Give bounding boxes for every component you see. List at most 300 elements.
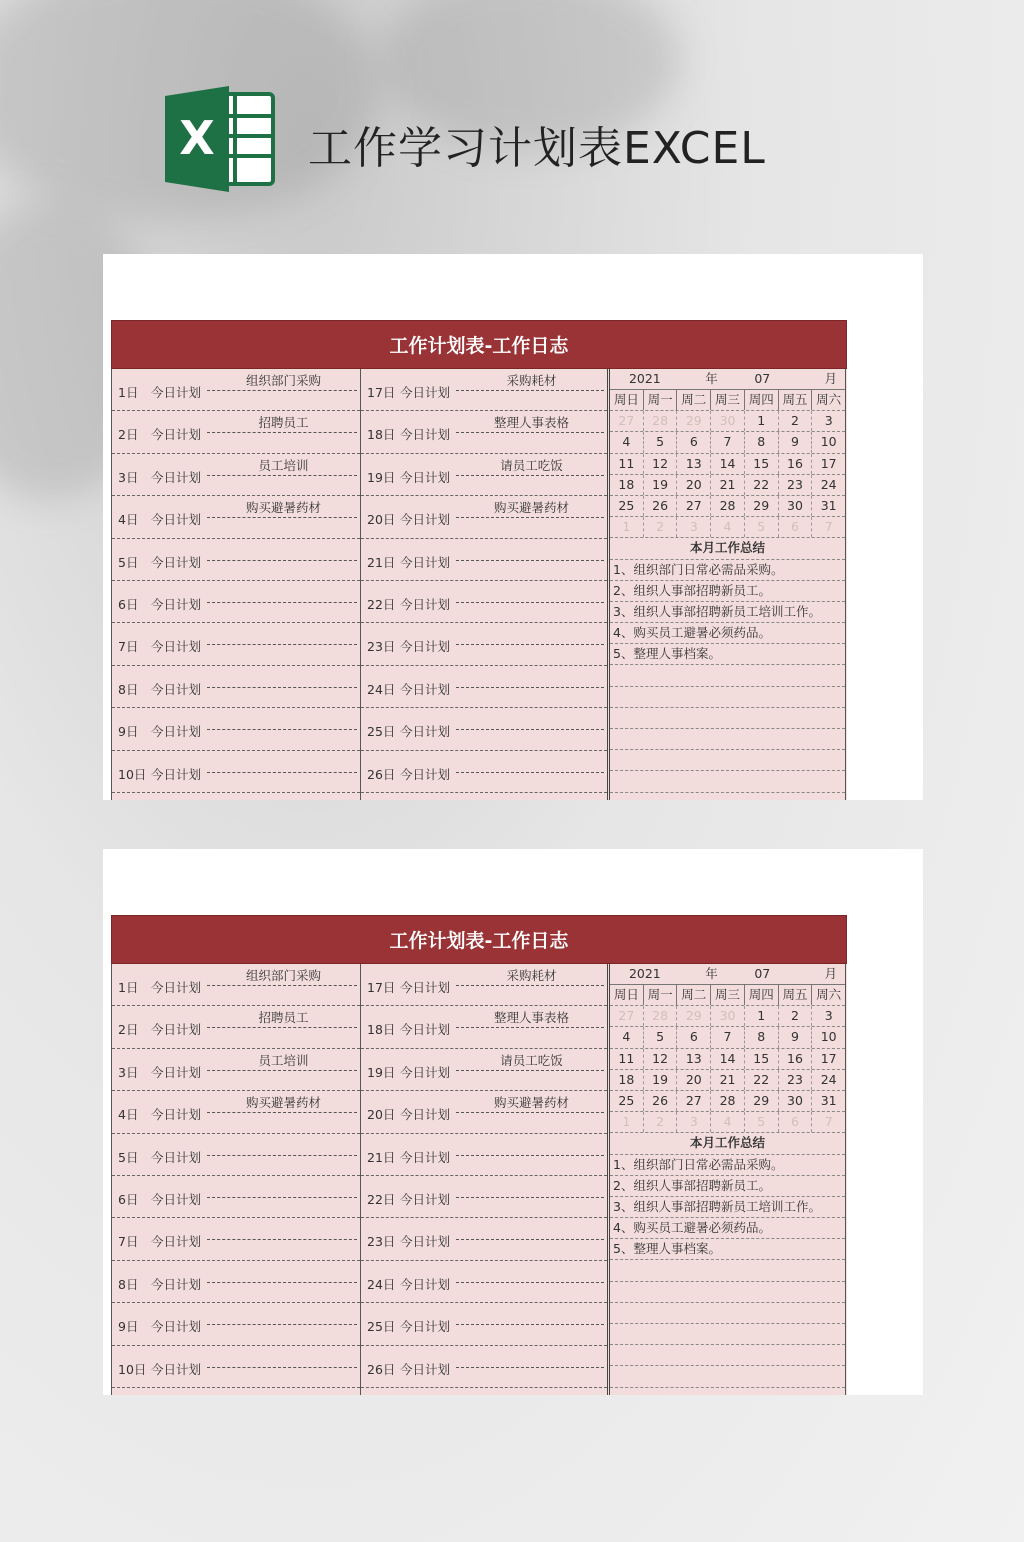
calendar-day[interactable]: 30 <box>711 411 745 431</box>
calendar-day[interactable]: 1 <box>745 411 779 431</box>
summary-list <box>610 1155 845 1388</box>
plan-label: 今日计划 <box>151 469 202 485</box>
summary-item <box>610 708 845 729</box>
plan-column-left <box>112 369 361 800</box>
calendar-day[interactable]: 3 <box>824 413 833 429</box>
calendar-week-row <box>610 1112 845 1133</box>
calendar-day[interactable]: 12 <box>644 454 678 474</box>
calendar-week-row <box>610 517 845 538</box>
page-title: 工作学习计划表EXCEL <box>308 123 766 174</box>
work-plan-sheet <box>111 320 847 800</box>
plan-row <box>361 1176 607 1218</box>
calendar-day[interactable]: 19 <box>644 1070 678 1090</box>
plan-label: 今日计划 <box>151 596 202 612</box>
calendar-day[interactable]: 6 <box>677 1027 711 1047</box>
plan-line <box>207 432 357 433</box>
summary-title: 本月工作总结 <box>610 538 845 559</box>
calendar-day[interactable]: 6 <box>779 1112 813 1132</box>
calendar-day[interactable]: 11 <box>610 1049 644 1069</box>
calendar-month-label: 月 <box>824 371 837 386</box>
calendar-weekday: 周六 <box>816 987 842 1002</box>
calendar-day[interactable]: 15 <box>745 1049 779 1069</box>
plan-line <box>207 602 357 603</box>
calendar-day[interactable]: 28 <box>644 411 678 431</box>
plan-row <box>112 1218 360 1260</box>
plan-day: 23日 <box>367 1234 396 1250</box>
plan-line <box>207 517 357 518</box>
plan-day: 4日 <box>118 512 139 528</box>
plan-row <box>361 1346 607 1388</box>
plan-label: 今日计划 <box>400 766 451 782</box>
calendar-day[interactable]: 10 <box>820 434 837 450</box>
calendar-day[interactable]: 14 <box>711 454 745 474</box>
plan-task[interactable]: 招聘员工 <box>258 415 309 431</box>
calendar-day[interactable]: 28 <box>644 1006 678 1026</box>
calendar-weekday-row <box>610 390 845 411</box>
calendar-day[interactable]: 29 <box>745 1091 779 1111</box>
plan-day: 25日 <box>367 724 396 740</box>
plan-day: 19日 <box>367 1064 396 1080</box>
calendar-day[interactable]: 20 <box>677 475 711 495</box>
plan-day: 9日 <box>118 1319 139 1335</box>
plan-day: 8日 <box>118 1276 139 1292</box>
calendar-day[interactable]: 14 <box>711 1049 745 1069</box>
calendar-day[interactable]: 28 <box>711 496 745 516</box>
summary-item: 3、组织人事部招聘新员工培训工作。 <box>610 602 845 623</box>
plan-day: 3日 <box>118 469 139 485</box>
calendar-week-row <box>610 1006 845 1027</box>
plan-line <box>456 475 604 476</box>
plan-task[interactable]: 员工培训 <box>258 457 309 473</box>
calendar-day[interactable]: 18 <box>610 1070 644 1090</box>
plan-day: 8日 <box>118 681 139 697</box>
plan-day: 26日 <box>367 766 396 782</box>
plan-line <box>456 985 604 986</box>
plan-day: 17日 <box>367 385 396 400</box>
plan-line <box>456 1070 604 1071</box>
calendar-day[interactable]: 7 <box>711 1027 745 1047</box>
calendar-day[interactable]: 20 <box>677 1070 711 1090</box>
calendar-day[interactable]: 10 <box>820 1029 837 1045</box>
plan-row <box>112 666 360 708</box>
summary-item: 3、组织人事部招聘新员工培训工作。 <box>610 1197 845 1218</box>
work-plan-sheet <box>111 915 847 1395</box>
plan-label: 今日计划 <box>400 639 451 655</box>
plan-row <box>112 411 360 453</box>
calendar-day[interactable]: 27 <box>677 496 711 516</box>
calendar-weekday: 周三 <box>711 985 745 1005</box>
calendar-day[interactable]: 30 <box>779 1091 813 1111</box>
plan-day: 21日 <box>367 554 396 570</box>
calendar-day[interactable]: 16 <box>779 454 813 474</box>
calendar-day[interactable]: 26 <box>644 496 678 516</box>
plan-day: 2日 <box>118 427 139 443</box>
calendar-day[interactable]: 2 <box>779 1006 813 1026</box>
plan-day: 1日 <box>118 385 139 400</box>
calendar-day[interactable]: 5 <box>745 517 779 537</box>
plan-row <box>361 581 607 623</box>
calendar-day[interactable]: 5 <box>644 432 678 452</box>
plan-day: 20日 <box>367 512 396 528</box>
plan-label: 今日计划 <box>400 1191 451 1207</box>
plan-column-left <box>112 964 361 1395</box>
plan-line <box>207 644 357 645</box>
plan-row <box>361 964 607 1006</box>
calendar-day[interactable]: 21 <box>711 475 745 495</box>
calendar-day[interactable]: 5 <box>745 1112 779 1132</box>
summary-item <box>610 665 845 686</box>
plan-day: 5日 <box>118 1149 139 1165</box>
summary-item <box>610 729 845 750</box>
plan-day: 23日 <box>367 639 396 655</box>
plan-label: 今日计划 <box>151 766 202 782</box>
plan-label: 今日计划 <box>151 1191 202 1207</box>
plan-line <box>456 1282 604 1283</box>
calendar-day[interactable]: 31 <box>820 1092 837 1108</box>
calendar-weekday: 周二 <box>677 390 711 410</box>
plan-label: 今日计划 <box>400 1276 451 1292</box>
calendar-day[interactable]: 4 <box>610 1027 644 1047</box>
plan-label: 今日计划 <box>151 1234 202 1250</box>
calendar-day[interactable]: 2 <box>779 411 813 431</box>
calendar-day[interactable]: 2 <box>644 1112 678 1132</box>
plan-line <box>456 602 604 603</box>
calendar-day[interactable]: 23 <box>779 1070 813 1090</box>
plan-line <box>456 390 604 391</box>
plan-line <box>456 1197 604 1198</box>
plan-label: 今日计划 <box>400 681 451 697</box>
plan-line <box>456 1367 604 1368</box>
calendar-week-row <box>610 1049 845 1070</box>
calendar-day[interactable]: 28 <box>711 1091 745 1111</box>
plan-day: 7日 <box>118 639 139 655</box>
plan-row <box>112 1006 360 1048</box>
calendar-day[interactable]: 24 <box>820 1071 837 1087</box>
calendar-day[interactable]: 7 <box>824 1114 833 1130</box>
calendar-day[interactable]: 18 <box>610 475 644 495</box>
plan-day: 17日 <box>367 980 396 995</box>
plan-label: 今日计划 <box>151 980 202 995</box>
calendar-week-row <box>610 1027 845 1048</box>
calendar-day[interactable]: 16 <box>779 1049 813 1069</box>
calendar-weekday: 周五 <box>779 390 813 410</box>
sheet-preview-2 <box>103 849 923 1395</box>
calendar-day[interactable]: 22 <box>745 475 779 495</box>
calendar-day[interactable]: 3 <box>677 1112 711 1132</box>
plan-line <box>456 1112 604 1113</box>
summary-item: 2、组织人事部招聘新员工。 <box>610 581 845 602</box>
plan-task[interactable]: 组织部门采购 <box>245 968 321 983</box>
plan-line <box>207 1324 357 1325</box>
plan-day: 22日 <box>367 1191 396 1207</box>
summary-item: 4、购买员工避暑必须药品。 <box>610 1218 845 1239</box>
plan-line <box>207 1155 357 1156</box>
calendar-weekday: 周日 <box>610 985 644 1005</box>
plan-day: 26日 <box>367 1361 396 1377</box>
sheet-preview-1 <box>103 254 923 800</box>
plan-row <box>361 1218 607 1260</box>
plan-row <box>361 496 607 538</box>
plan-line <box>207 729 357 730</box>
summary-item <box>610 1260 845 1281</box>
plan-day: 6日 <box>118 1191 139 1207</box>
calendar-day[interactable]: 1 <box>610 517 644 537</box>
plan-line <box>456 1324 604 1325</box>
calendar-day[interactable]: 24 <box>820 476 837 492</box>
calendar-year-label: 年 <box>705 371 718 386</box>
plan-day: 19日 <box>367 469 396 485</box>
summary-title: 本月工作总结 <box>610 1133 845 1154</box>
plan-label: 今日计划 <box>151 1319 202 1335</box>
calendar-weekday: 周一 <box>644 985 678 1005</box>
calendar-week-row <box>610 1070 845 1091</box>
plan-task[interactable]: 整理人事表格 <box>493 1010 569 1026</box>
plan-task[interactable]: 请员工吃饭 <box>500 457 563 473</box>
plan-label: 今日计划 <box>400 554 451 570</box>
plan-day: 6日 <box>118 596 139 612</box>
calendar-day[interactable]: 29 <box>677 411 711 431</box>
calendar-day[interactable]: 21 <box>711 1070 745 1090</box>
plan-task[interactable]: 购买避暑药材 <box>493 500 569 516</box>
plan-day: 24日 <box>367 1276 396 1292</box>
plan-column-middle <box>361 964 610 1395</box>
plan-label: 今日计划 <box>151 1107 202 1123</box>
summary-item: 1、组织部门日常必需品采购。 <box>610 560 845 581</box>
plan-label: 今日计划 <box>151 724 202 740</box>
plan-day: 9日 <box>118 724 139 740</box>
plan-label: 今日计划 <box>151 681 202 697</box>
plan-label: 今日计划 <box>400 427 451 443</box>
summary-item <box>610 771 845 792</box>
calendar-weekday: 周二 <box>677 985 711 1005</box>
calendar-day[interactable]: 29 <box>745 496 779 516</box>
plan-row <box>112 1049 360 1091</box>
plan-row <box>361 1303 607 1345</box>
plan-day: 25日 <box>367 1319 396 1335</box>
calendar-day[interactable]: 25 <box>610 496 644 516</box>
plan-row <box>112 539 360 581</box>
plan-label: 今日计划 <box>400 1064 451 1080</box>
plan-row <box>361 666 607 708</box>
plan-label: 今日计划 <box>400 512 451 528</box>
summary-item <box>610 1282 845 1303</box>
summary-item: 5、整理人事档案。 <box>610 644 845 665</box>
plan-label: 今日计划 <box>400 596 451 612</box>
plan-line <box>207 390 357 391</box>
calendar-day[interactable]: 6 <box>779 517 813 537</box>
plan-day: 18日 <box>367 1022 396 1038</box>
calendar-day[interactable]: 12 <box>644 1049 678 1069</box>
calendar-weekday-row <box>610 985 845 1006</box>
calendar-day[interactable]: 3 <box>677 517 711 537</box>
plan-line <box>207 475 357 476</box>
plan-label: 今日计划 <box>400 1361 451 1377</box>
calendar-day[interactable]: 7 <box>824 519 833 535</box>
plan-day: 10日 <box>118 766 147 782</box>
plan-line <box>456 1239 604 1240</box>
summary-item: 2、组织人事部招聘新员工。 <box>610 1176 845 1197</box>
plan-label: 今日计划 <box>400 1107 451 1123</box>
plan-label: 今日计划 <box>400 1319 451 1335</box>
plan-task[interactable]: 购买避暑药材 <box>493 1095 569 1111</box>
plan-task[interactable]: 招聘员工 <box>258 1010 309 1026</box>
plan-row <box>361 1006 607 1048</box>
calendar-weekday: 周六 <box>816 392 842 407</box>
summary-item <box>610 1345 845 1366</box>
calendar-day[interactable]: 22 <box>745 1070 779 1090</box>
calendar-day[interactable]: 4 <box>610 432 644 452</box>
plan-day: 21日 <box>367 1149 396 1165</box>
plan-day: 3日 <box>118 1064 139 1080</box>
plan-line <box>207 1070 357 1071</box>
calendar-day[interactable]: 13 <box>677 1049 711 1069</box>
plan-row <box>361 454 607 496</box>
calendar-day[interactable]: 15 <box>745 454 779 474</box>
plan-day: 10日 <box>118 1361 147 1377</box>
calendar-week-row <box>610 454 845 475</box>
calendar-week-row <box>610 496 845 517</box>
plan-line <box>456 1027 604 1028</box>
plan-row <box>361 539 607 581</box>
plan-row <box>361 708 607 750</box>
plan-label: 今日计划 <box>151 1361 202 1377</box>
calendar-weekday: 周日 <box>610 390 644 410</box>
calendar-day[interactable]: 7 <box>711 432 745 452</box>
plan-label: 今日计划 <box>151 639 202 655</box>
calendar-day[interactable]: 17 <box>820 1050 837 1066</box>
plan-line <box>456 432 604 433</box>
calendar-day[interactable]: 25 <box>610 1091 644 1111</box>
calendar-day[interactable]: 1 <box>745 1006 779 1026</box>
calendar-day[interactable]: 23 <box>779 475 813 495</box>
plan-task[interactable]: 员工培训 <box>258 1052 309 1068</box>
calendar-day[interactable]: 9 <box>779 1027 813 1047</box>
plan-label: 今日计划 <box>151 554 202 570</box>
plan-task[interactable]: 整理人事表格 <box>493 415 569 431</box>
calendar-day[interactable]: 3 <box>824 1008 833 1024</box>
calendar-day[interactable]: 4 <box>711 1112 745 1132</box>
plan-line <box>207 772 357 773</box>
calendar-day[interactable]: 31 <box>820 497 837 513</box>
plan-label: 今日计划 <box>400 1149 451 1165</box>
plan-label: 今日计划 <box>400 385 451 400</box>
calendar-day[interactable]: 11 <box>610 454 644 474</box>
plan-line <box>207 1282 357 1283</box>
plan-day: 7日 <box>118 1234 139 1250</box>
plan-task[interactable]: 采购耗材 <box>506 968 557 983</box>
plan-row <box>112 751 360 793</box>
excel-logo-icon <box>165 86 275 192</box>
calendar-week-row <box>610 432 845 453</box>
plan-line <box>456 1155 604 1156</box>
calendar-day[interactable]: 6 <box>677 432 711 452</box>
summary-item <box>610 1324 845 1345</box>
plan-label: 今日计划 <box>400 980 451 995</box>
plan-row <box>361 1261 607 1303</box>
plan-row <box>112 454 360 496</box>
plan-column-middle <box>361 369 610 800</box>
plan-line <box>207 560 357 561</box>
plan-day: 5日 <box>118 554 139 570</box>
plan-day: 20日 <box>367 1107 396 1123</box>
calendar-weeks <box>610 1006 845 1133</box>
plan-line <box>207 687 357 688</box>
summary-list <box>610 560 845 793</box>
calendar-header <box>610 369 845 390</box>
calendar-day[interactable]: 30 <box>711 1006 745 1026</box>
calendar-summary-panel <box>610 964 846 1395</box>
plan-task[interactable]: 采购耗材 <box>506 373 557 388</box>
plan-line <box>207 1197 357 1198</box>
plan-day: 24日 <box>367 681 396 697</box>
plan-label: 今日计划 <box>151 1149 202 1165</box>
calendar-day[interactable]: 27 <box>677 1091 711 1111</box>
plan-day: 1日 <box>118 980 139 995</box>
plan-line <box>456 644 604 645</box>
calendar-summary-panel <box>610 369 846 800</box>
plan-task[interactable]: 请员工吃饭 <box>500 1052 563 1068</box>
calendar-day[interactable]: 29 <box>677 1006 711 1026</box>
plan-line <box>207 985 357 986</box>
plan-label: 今日计划 <box>151 1064 202 1080</box>
calendar-day[interactable]: 17 <box>820 455 837 471</box>
calendar-week-row <box>610 475 845 496</box>
calendar-day[interactable]: 19 <box>644 475 678 495</box>
plan-task[interactable]: 购买避暑药材 <box>245 500 321 516</box>
plan-row <box>361 1091 607 1133</box>
calendar-week-row <box>610 1091 845 1112</box>
calendar-year: 2021 <box>628 966 661 981</box>
plan-label: 今日计划 <box>400 1234 451 1250</box>
sheet-grid <box>111 369 847 800</box>
plan-row <box>361 1134 607 1176</box>
plan-label: 今日计划 <box>151 1276 202 1292</box>
calendar-day[interactable]: 27 <box>610 1006 644 1026</box>
calendar-day[interactable]: 9 <box>779 432 813 452</box>
calendar-day[interactable]: 2 <box>644 517 678 537</box>
plan-row <box>361 411 607 453</box>
plan-line <box>207 1239 357 1240</box>
plan-row <box>361 1049 607 1091</box>
plan-label: 今日计划 <box>400 469 451 485</box>
calendar-year-label: 年 <box>705 966 718 981</box>
calendar-day[interactable]: 26 <box>644 1091 678 1111</box>
calendar-day[interactable]: 4 <box>711 517 745 537</box>
calendar-month-label: 月 <box>824 966 837 981</box>
plan-row <box>112 581 360 623</box>
summary-item <box>610 1366 845 1387</box>
plan-row <box>112 1134 360 1176</box>
plan-label: 今日计划 <box>400 1022 451 1038</box>
plan-task[interactable]: 组织部门采购 <box>245 373 321 388</box>
calendar-day[interactable]: 8 <box>745 1027 779 1047</box>
calendar-day[interactable]: 5 <box>644 1027 678 1047</box>
calendar-day[interactable]: 8 <box>745 432 779 452</box>
plan-row <box>112 1091 360 1133</box>
calendar-weekday: 周五 <box>779 985 813 1005</box>
calendar-day[interactable]: 1 <box>610 1112 644 1132</box>
calendar-day[interactable]: 30 <box>779 496 813 516</box>
plan-line <box>456 517 604 518</box>
calendar-day[interactable]: 13 <box>677 454 711 474</box>
plan-row <box>112 964 360 1006</box>
calendar-day[interactable]: 27 <box>610 411 644 431</box>
plan-row <box>112 1261 360 1303</box>
summary-item: 5、整理人事档案。 <box>610 1239 845 1260</box>
summary-item: 4、购买员工避暑必须药品。 <box>610 623 845 644</box>
plan-line <box>456 560 604 561</box>
plan-task[interactable]: 购买避暑药材 <box>245 1095 321 1111</box>
